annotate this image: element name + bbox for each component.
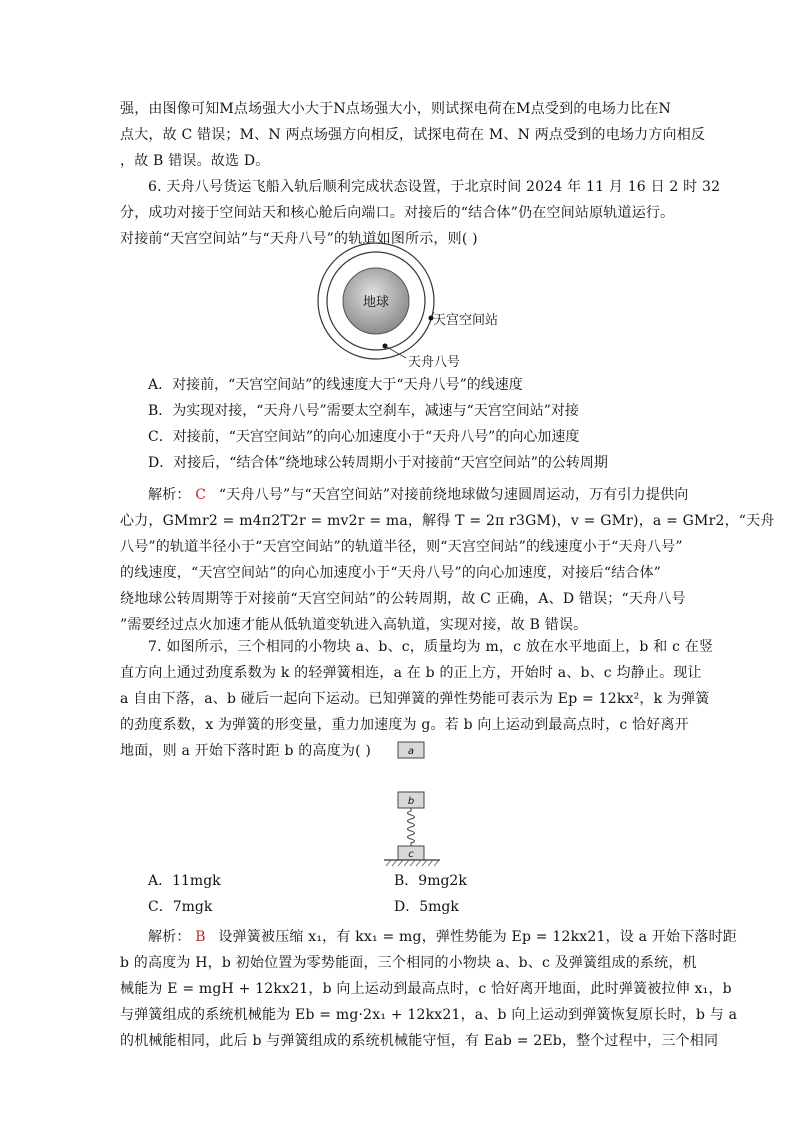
text-line: 绕地球公转周期等于对接前“天宫空间站”的公转周期，故 C 正确，A、D 错误；“天舟八号 [120, 591, 686, 607]
analysis-label: 解析： [148, 929, 191, 945]
text-line: 分，成功对接于空间站天和核心舱后向端口。对接后的“结合体”仍在空间站原轨道运行。 [120, 205, 675, 221]
text-line: ”需要经过点火加速才能从低轨道变轨进入高轨道，实现对接，故 B 错误。 [120, 617, 588, 633]
block-c-label: c [408, 849, 414, 860]
q7-option-d[interactable]: D．5mgk [394, 899, 459, 915]
text-line: 的线速度，“天宫空间站”的向心加速度小于“天舟八号”的向心加速度，对接后“结合体” [120, 565, 662, 581]
ground-hatch [386, 860, 439, 866]
text-line: 强，由图像可知M点场强大小大于N点场强大小，则试探电荷在M点受到的电场力比在N [120, 101, 671, 117]
text-line: 点大，故 C 错误；M、N 两点场强方向相反，试探电荷在 M、N 两点受到的电场力方向相反 [120, 127, 706, 143]
text-line: 的机械能相同，此后 b 与弹簧组成的系统机械能守恒，有 Eab = 2Eb，整个过程中，三个相同 [120, 1033, 719, 1049]
analysis-label: 解析： [148, 487, 191, 503]
text-line: 地面，则 a 开始下落时距 b 的高度为( ) [120, 743, 372, 759]
ship-label: 天舟八号 [408, 355, 461, 370]
spring-figure [380, 738, 460, 868]
block-b-label: b [407, 796, 415, 807]
question-7-analysis [120, 924, 738, 1054]
text-line: a 自由下落，a、b 碰后一起向下运动。已知弹簧的弹性势能可表示为 Ep = 12kx²，k 为弹簧 [120, 691, 710, 707]
q6-option-c[interactable]: C．对接前，“天宫空间站”的向心加速度小于“天舟八号”的向心加速度 [148, 429, 580, 445]
text-line: 的劲度系数，x 为弹簧的形变量，重力加速度为 g。若 b 向上运动到最高点时，c 恰好离开 [120, 717, 689, 733]
spring [408, 808, 415, 846]
text-line: 心力，GMmr2 = m4π2T2r = mv2r = ma，解得 T = 2π r3GM)，v = GMr)，a = GMr2，“天舟 [120, 513, 775, 529]
block-a-label: a [407, 746, 415, 757]
analysis-first-line [120, 482, 689, 508]
text-line: b 的高度为 H，b 初始位置为零势能面，三个相同的小物块 a、b、c 及弹簧组成的系统，机 [120, 955, 697, 971]
q7-option-a[interactable]: A．11mgk [148, 873, 221, 889]
text-line: 7. 如图所示，三个相同的小物块 a、b、c，质量均为 m，c 放在水平地面上，b 和 c 在竖 [148, 639, 714, 655]
analysis-first-line [120, 924, 738, 950]
top-paragraph [120, 96, 706, 174]
text-line: “天舟八号”与“天宫空间站”对接前绕地球做匀速圆周运动，万有引力提供向 [218, 487, 689, 503]
text-line: 直方向上通过劲度系数为 k 的轻弹簧相连，a 在 b 的正上方，开始时 a、b、c 均静止。现让 [120, 665, 702, 681]
text-line: 与弹簧组成的系统机械能为 Eb = mg·2x₁ + 12kx21，a、b 向上运动到弹簧恢复原长时，b 与 a [120, 1007, 738, 1023]
q7-option-c[interactable]: C．7mgk [148, 899, 213, 915]
q6-option-a[interactable]: A．对接前，“天宫空间站”的线速度大于“天舟八号”的线速度 [148, 377, 523, 393]
analysis-answer: C [195, 487, 207, 503]
q6-option-d[interactable]: D．对接后，“结合体”绕地球公转周期小于对接前“天宫空间站”的公转周期 [148, 455, 608, 471]
text-line: 设弹簧被压缩 x₁，有 kx₁ = mg，弹性势能为 Ep = 12kx21，设 a 开始下落时距 [218, 929, 738, 945]
text-line: 械能为 E = mgH + 12kx21，b 向上运动到最高点时，c 恰好离开地面，此时弹簧被拉伸 x₁，b [120, 981, 732, 997]
q7-option-b[interactable]: B．9mg2k [394, 873, 467, 889]
orbit-figure [300, 234, 520, 374]
text-line: ，故 B 错误。故选 D。 [120, 153, 270, 169]
analysis-answer: B [195, 929, 206, 945]
text-line: 6. 天舟八号货运飞船入轨后顺利完成状态设置，于北京时间 2024 年 11 月 16 日 2 时 32 [148, 179, 721, 195]
question-6-analysis [120, 482, 775, 638]
earth-label: 地球 [362, 295, 390, 310]
text-line: 八号”的轨道半径小于“天宫空间站”的轨道半径，则“天宫空间站”的线速度小于“天舟八号” [120, 539, 683, 555]
station-label: 天宫空间站 [433, 313, 499, 328]
text-line: 对接前“天宫空间站”与“天舟八号”的轨道如图所示，则( ) [120, 231, 478, 247]
q6-option-b[interactable]: B．为实现对接，“天舟八号”需要太空刹车，减速与“天宫空间站”对接 [148, 403, 579, 419]
